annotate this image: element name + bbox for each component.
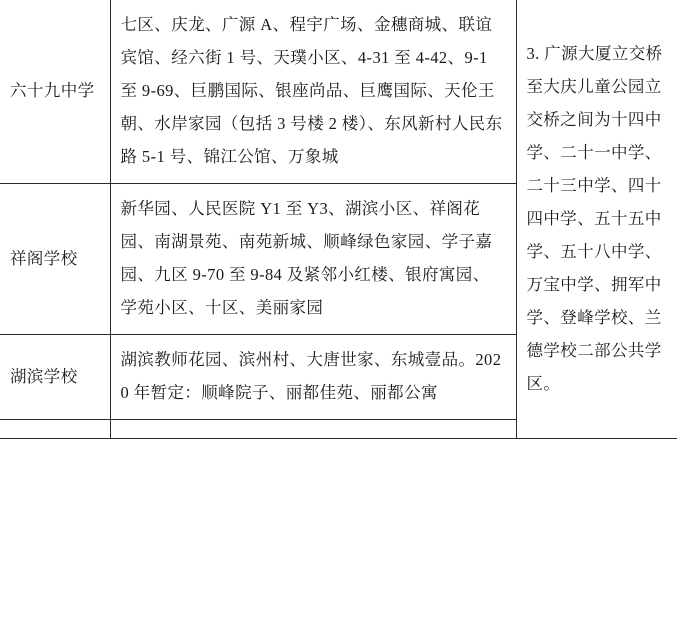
school-name-text: 湖滨学校	[10, 366, 78, 386]
school-name-cell-partial	[0, 420, 110, 439]
district-area-cell	[110, 0, 516, 184]
school-name-cell	[0, 184, 110, 335]
district-area-cell	[110, 184, 516, 335]
school-name-text: 六十九中学	[10, 81, 95, 100]
district-area-text: 新华园、人民医院 Y1 至 Y3、湖滨小区、祥阁花园、南湖景苑、南苑新城、顺峰绿色家园、学子嘉园、九区 9-70 至 9-84 及紧邻小红楼、银府寓园、学苑小区、十区、美丽家园	[120, 199, 493, 317]
district-area-cell	[110, 335, 516, 420]
district-area-text: 七区、庆龙、广源 A、程宇广场、金穗商城、联谊宾馆、经六街 1 号、天璞小区、4-31 至 4-42、9-1 至 9-69、巨鹏国际、银座尚品、巨鹰国际、天伦王朝、水岸家园（包括 3 号楼 2 楼）、东风新村人民东路 5-1 号、锦江公馆、万象城	[120, 15, 503, 166]
school-name-cell	[0, 335, 110, 420]
district-area-text: 湖滨教师花园、滨州村、大唐世家、东城壹品。2020 年暂定：顺峰院子、丽都佳苑、丽都公寓	[120, 350, 502, 402]
school-name-cell	[0, 0, 110, 184]
school-name-text: 祥阁学校	[10, 248, 78, 268]
note-text: 3. 广源大厦立交桥至大庆儿童公园立交桥之间为十四中学、二十一中学、二十三中学、四十四中学、五十五中学、五十八中学、万宝中学、拥军中学、登峰学校、兰德学校二部公共学区。	[526, 43, 663, 393]
table-row	[0, 0, 677, 184]
district-area-cell-partial	[110, 420, 516, 439]
note-cell	[516, 0, 677, 439]
